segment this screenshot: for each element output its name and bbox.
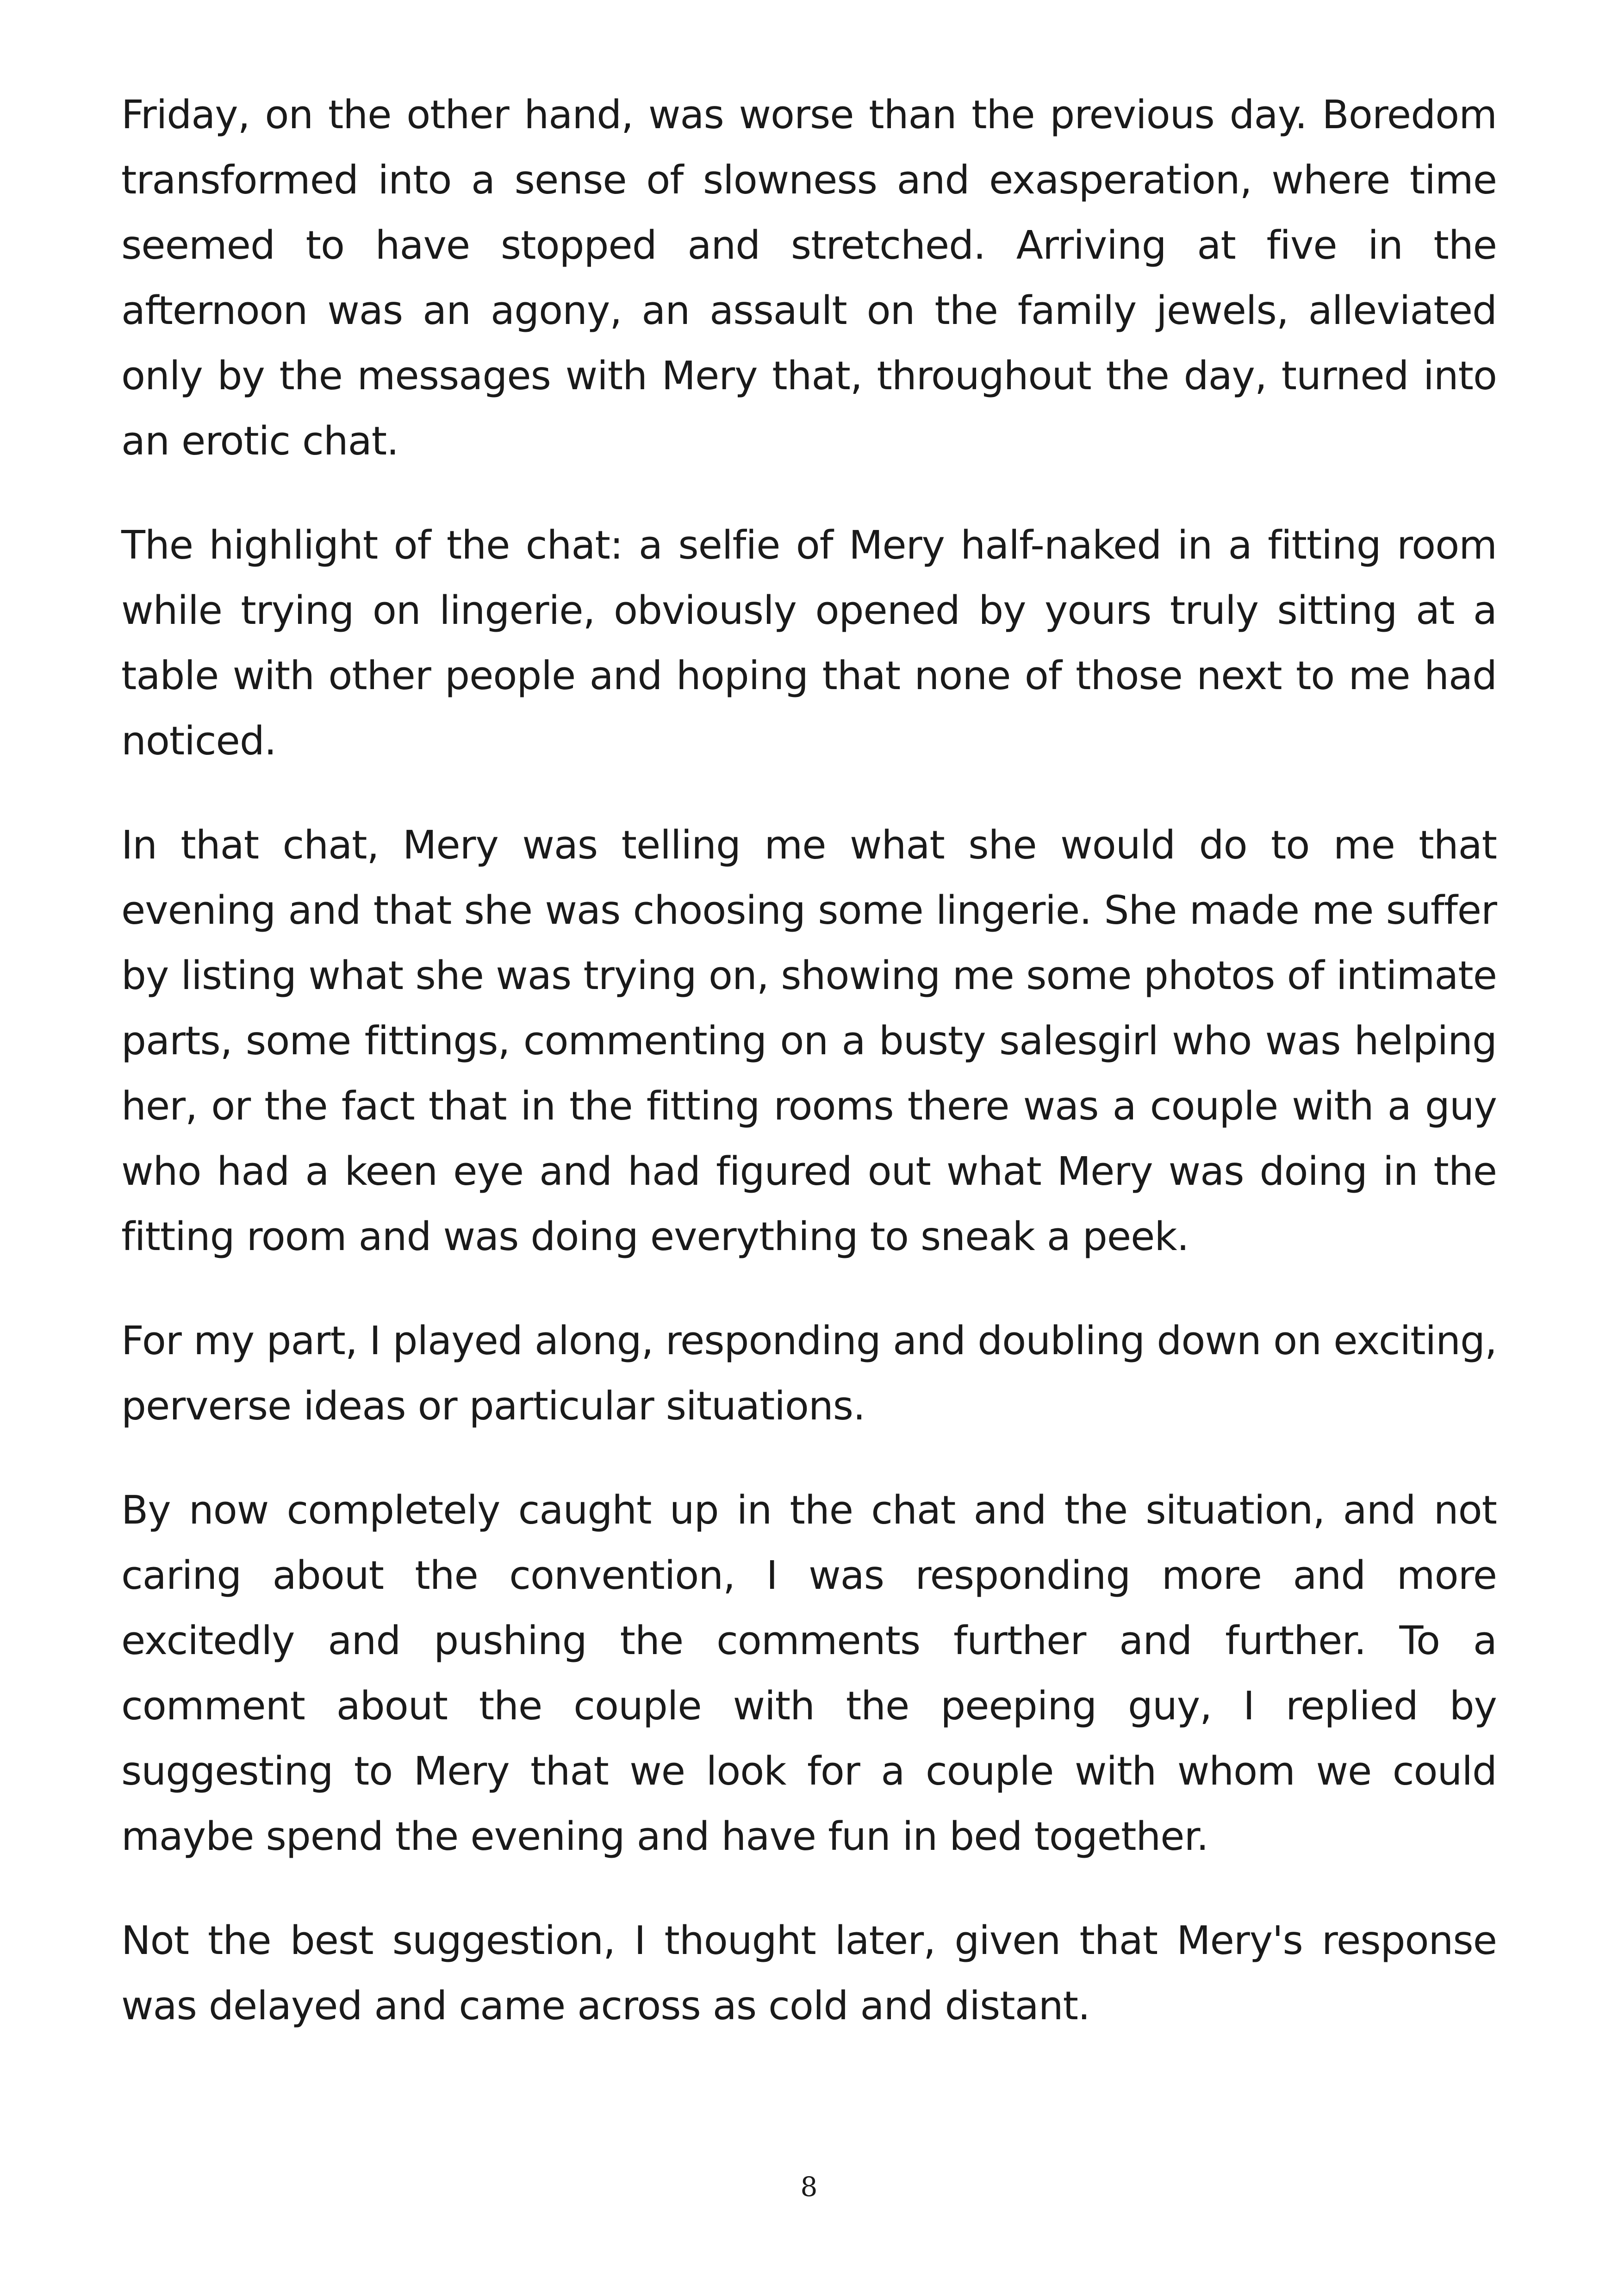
paragraph: For my part, I played along, responding and doubling down on exciting, perverse ideas or particular situations. <box>121 1318 1497 1429</box>
paragraph: By now completely caught up in the chat and the situation, and not caring about the convention, I was responding more and more excitedly and pushing the comments further and further. To a comment about the couple with the peeping guy, I replied by suggesting to Mery that we look for a couple with whom we could maybe spend the evening and have fun in bed together. <box>121 1487 1497 1860</box>
paragraph: In that chat, Mery was telling me what she would do to me that evening and that she was choosing some lingerie. She made me suffer by listing what she was trying on, showing me some photos of intimate parts, some fittings, commenting on a busty salesgirl who was helping her, or the fact that in the fitting rooms there was a couple with a guy who had a keen eye and had figured out what Mery was doing in the fitting room and was doing everything to sneak a peek. <box>121 822 1497 1260</box>
paragraph: Not the best suggestion, I thought later, given that Mery's response was delayed and came across as cold and distant. <box>121 1918 1497 2029</box>
paragraph: The highlight of the chat: a selfie of Mery half-naked in a fitting room while trying on lingerie, obviously opened by yours truly sitting at a table with other people and hoping that none of those next to me had noticed. <box>121 523 1497 764</box>
paragraph: Friday, on the other hand, was worse than the previous day. Boredom transformed into a sense of slowness and exasperation, where time seemed to have stopped and stretched. Arriving at five in the afternoon was an agony, an assault on the family jewels, alleviated only by the messages with Mery that, throughout the day, turned into an erotic chat. <box>121 92 1497 464</box>
page-number: 8 <box>800 2171 818 2203</box>
body-text <box>121 82 1497 2078</box>
